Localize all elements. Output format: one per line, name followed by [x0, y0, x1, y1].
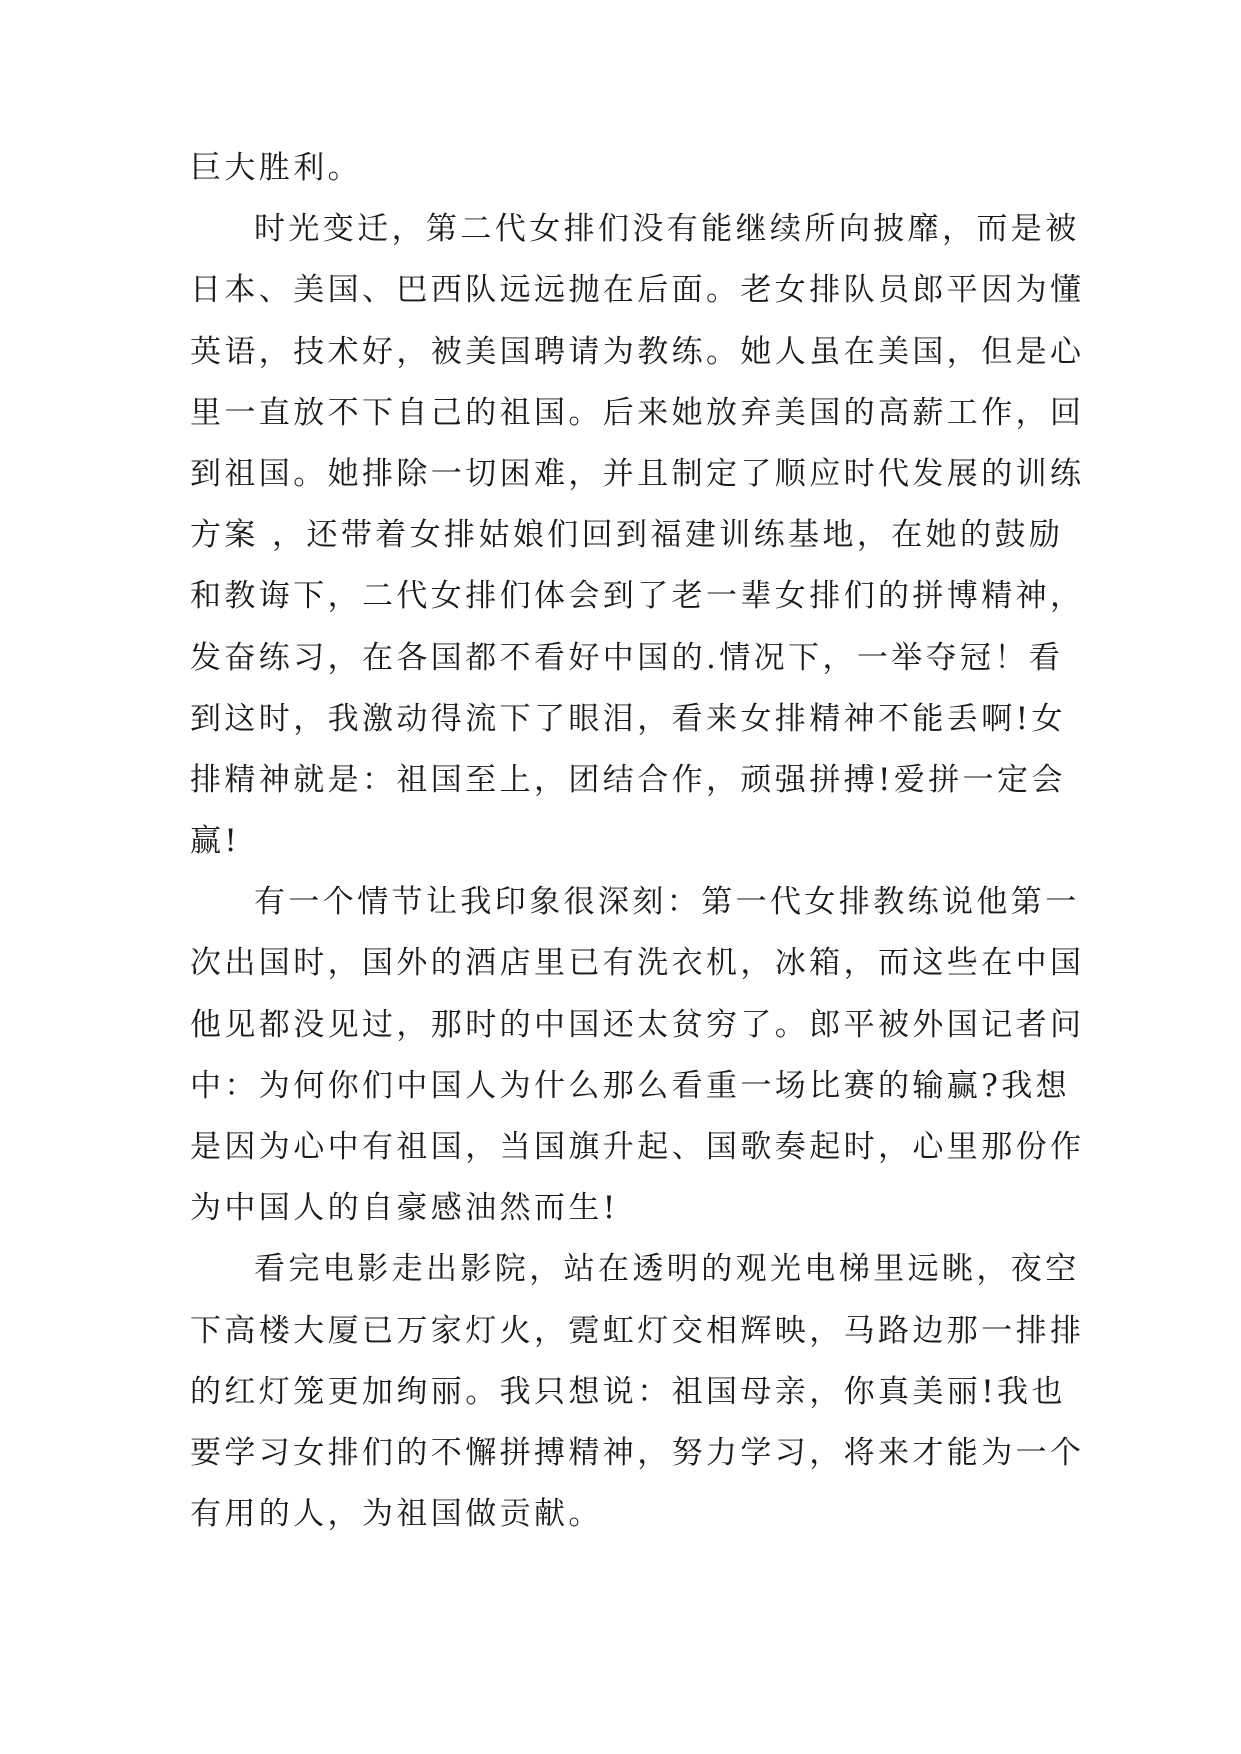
text-line: 看完电影走出影院，站在透明的观光电梯里远眺，夜空	[254, 1251, 1080, 1288]
text-line: 日本、美国、巴西队远远抛在后面。老女排队员郎平因为懂	[190, 272, 1085, 309]
body-text	[190, 138, 1085, 1545]
text-line: 是因为心中有祖国，当国旗升起、国歌奏起时，心里那份作	[190, 1129, 1085, 1165]
text-line: 和教诲下，二代女排们体会到了老一辈女排们的拼博精神，	[190, 578, 1085, 615]
text-line: 有用的人，为祖国做贡献。	[190, 1496, 603, 1533]
text-line: 方案 ，还带着女排姑娘们回到福建训练基地，在她的鼓励	[190, 517, 1064, 554]
text-line: 他见都没见过，那时的中国还太贫穷了。郎平被外国记者问	[190, 1006, 1085, 1043]
text-line: 的红灯笼更加绚丽。我只想说：祖国母亲，你真美丽!我也	[190, 1373, 1066, 1410]
text-line: 到这时，我激动得流下了眼泪，看来女排精神不能丢啊!女	[190, 700, 1066, 737]
text-line: 有一个情节让我印象很深刻：第一代女排教练说他第一	[254, 884, 1080, 921]
text-line: 发奋练习，在各国都不看好中国的.情况下，一举夺冠！看	[190, 639, 1064, 676]
text-line: 次出国时，国外的酒店里已有洗衣机，冰箱，而这些在中国	[190, 945, 1085, 982]
text-line: 里一直放不下自己的祖国。后来她放弃美国的高薪工作，回	[190, 394, 1085, 431]
text-line: 到祖国。她排除一切困难，并且制定了顺应时代发展的训练	[190, 455, 1085, 492]
text-line: 要学习女排们的不懈拼搏精神，努力学习，将来才能为一个	[190, 1434, 1085, 1471]
text-line: 中：为何你们中国人为什么那么看重一场比赛的输赢?我想	[190, 1067, 1071, 1104]
text-line: 巨大胜利。	[190, 150, 362, 186]
text-line: 英语，技术好，被美国聘请为教练。她人虽在美国，但是心	[190, 333, 1085, 370]
text-line: 排精神就是：祖国至上，团结合作，顽强拼搏!爱拼一定会	[190, 761, 1066, 798]
text-line: 时光变迁，第二代女排们没有能继续所向披靡，而是被	[254, 211, 1080, 248]
text-line: 为中国人的自豪感油然而生!	[190, 1190, 619, 1227]
text-line: 下高楼大厦已万家灯火，霓虹灯交相辉映，马路边那一排排	[190, 1312, 1085, 1349]
text-line: 赢!	[190, 823, 241, 860]
